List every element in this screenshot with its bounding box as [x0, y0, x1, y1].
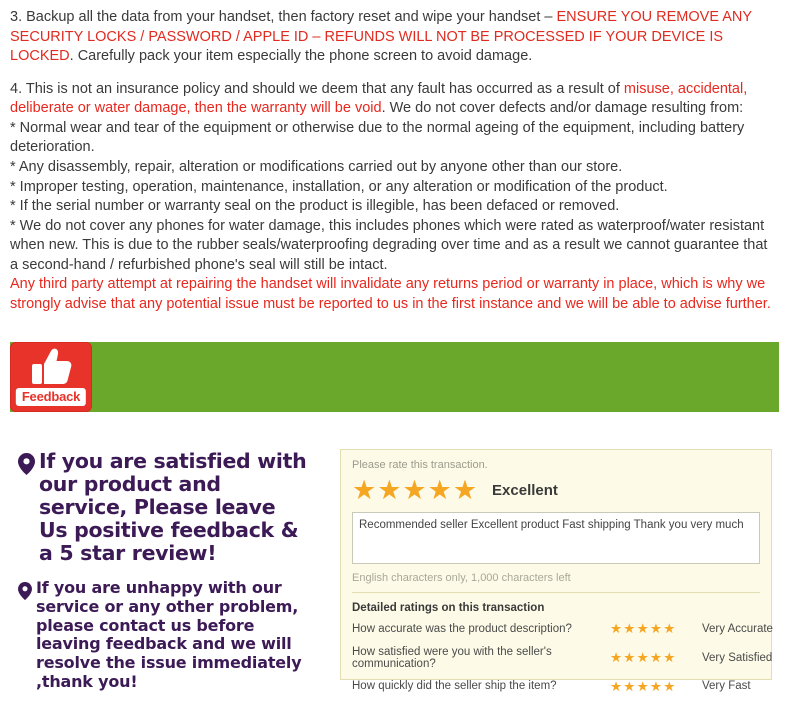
rating-card	[340, 449, 773, 694]
terms-item-3-lead: 3. Backup all the data from your handset, then factory reset and wipe your handset –	[10, 9, 557, 25]
character-count: English characters only, 1,000 characters left	[352, 572, 760, 593]
detail-row	[352, 621, 773, 636]
terms-bullet-5: * We do not cover any phones for water damage, this includes phones which were rated as waterproof/water resistant when new. This is due to the rubber seals/waterproofing degrading over time and as a result we cannot guarantee that a second-hand / refurbished phone's seal will still be intact.	[10, 217, 768, 273]
overall-rating-row	[352, 477, 760, 504]
terms-section	[0, 0, 789, 314]
paragraph-gap	[10, 67, 777, 80]
detail-value: Very Satisfied	[702, 651, 773, 664]
unhappy-message-text: If you are unhappy with our service or any other problem, please contact us before leaving feedback and we will resolve the issue immediately ,thank you!	[36, 577, 302, 692]
terms-bullet-2: * Any disassembly, repair, alteration or modifications carried out by anyone other than our store.	[10, 158, 623, 175]
detail-value: Very Accurate	[702, 622, 773, 635]
satisfaction-messages	[18, 450, 308, 706]
feedback-badge[interactable]	[10, 342, 92, 412]
detailed-ratings-title: Detailed ratings on this transaction	[352, 602, 545, 614]
terms-warning: Any third party attempt at repairing the handset will invalidate any returns period or warranty in place, which is why we strongly advise that any potential issue must be reported to us in the first instance and we will be able to advise further.	[10, 276, 771, 312]
detail-question: How accurate was the product description?	[352, 622, 572, 635]
detail-value: Very Fast	[702, 680, 751, 693]
terms-item-4-tail: . We do not cover defects and/or damage resulting from:	[381, 100, 744, 117]
satisfied-message	[18, 450, 308, 565]
bottom-section	[0, 432, 789, 698]
feedback-badge-label: Feedback	[16, 388, 86, 406]
location-pin-icon-2	[18, 582, 32, 605]
rate-prompt: Please rate this transaction.	[352, 459, 488, 471]
terms-item-3	[10, 8, 777, 67]
satisfied-message-text: If you are satisfied with our product and service, Please leave Us positive feedback & a 5 star review!	[39, 449, 307, 565]
detail-row	[352, 680, 760, 694]
detail-stars[interactable]: ★★★★★	[610, 678, 677, 694]
terms-item-3-caps: ENSURE YOU REMOVE ANY SECURITY LOCKS / PASSWORD / APPLE ID – REFUNDS WILL NOT BE PROCESSED IF YOUR DEVICE IS LOCKED	[10, 9, 752, 65]
detail-question: How quickly did the seller ship the item?	[352, 680, 557, 693]
terms-item-4-red: misuse, accidental, deliberate or water damage, then the warranty will be void	[10, 80, 748, 117]
thumbs-up-icon	[28, 346, 74, 386]
terms-item-4-lead: 4. This is not an insurance policy and should we deem that any fault has occurred as a result of	[10, 80, 624, 97]
terms-bullet-3: * Improper testing, operation, maintenance, installation, or any alteration or modification of the product.	[10, 178, 668, 195]
detail-question: How satisfied were you with the seller's communication?	[352, 645, 552, 670]
terms-item-3-tail: . Carefully pack your item especially the phone screen to avoid damage.	[69, 48, 533, 65]
overall-stars[interactable]: ★★★★★	[352, 475, 479, 505]
terms-bullet-1: * Normal wear and tear of the equipment or otherwise due to the normal ageing of the equipment, including battery deterioration.	[10, 119, 745, 156]
detail-stars[interactable]: ★★★★★	[610, 649, 677, 665]
unhappy-message	[18, 579, 308, 692]
location-pin-icon	[18, 453, 35, 480]
feedback-comment-input[interactable]	[352, 512, 760, 564]
terms-item-4	[10, 80, 777, 119]
overall-rating-word: Excellent	[492, 482, 558, 499]
detail-row	[352, 645, 773, 670]
terms-bullet-4: * If the serial number or warranty seal on the product is illegible, has been defaced or removed.	[10, 198, 620, 215]
detail-stars[interactable]: ★★★★★	[610, 621, 677, 636]
feedback-banner	[10, 342, 779, 412]
